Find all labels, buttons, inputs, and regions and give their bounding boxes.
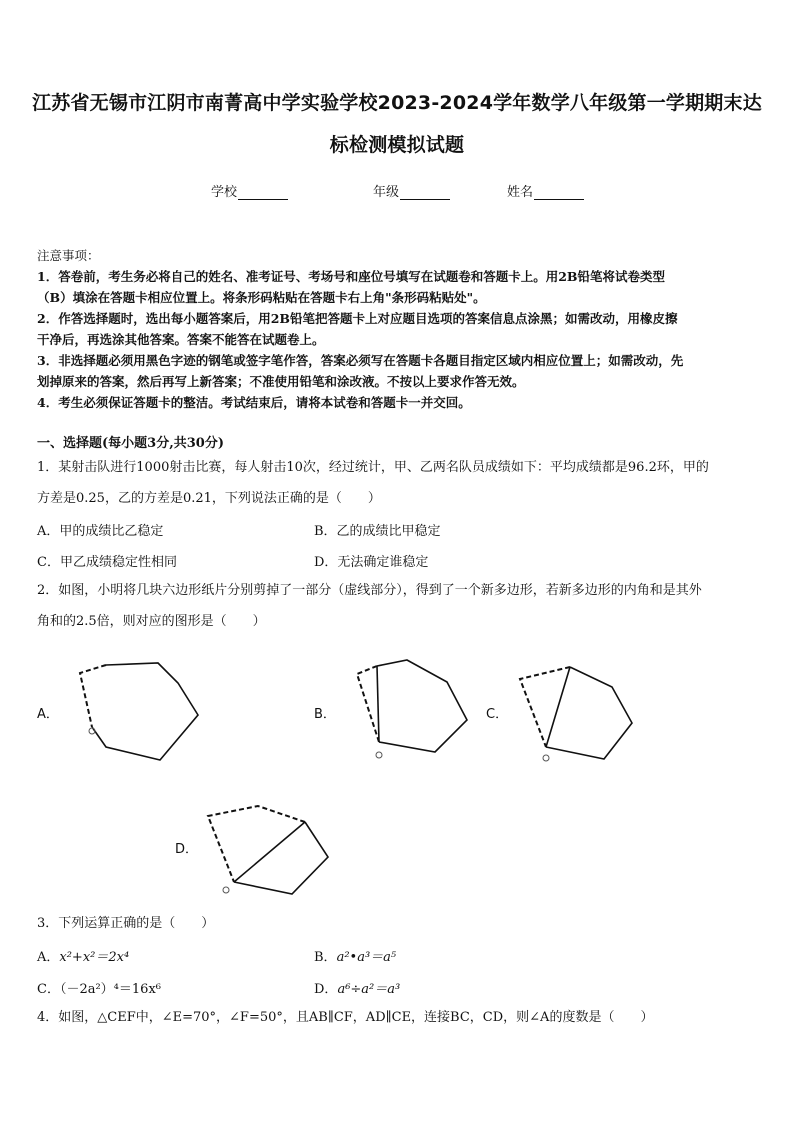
q2-stem xyxy=(37,575,759,637)
notes-line: 干净后，再选涂其他答案。答案不能答在试题卷上。 xyxy=(37,332,325,347)
q3-option-a-prefix: A． xyxy=(37,950,60,965)
grade-field xyxy=(373,181,450,200)
q1-line-1: 1．某射击队进行1000射击比赛，每人射击10次，经过统计，甲、乙两名队员成绩如下：平均成绩都是96.2环，甲的 xyxy=(37,460,709,475)
q2-label-d: D． xyxy=(175,842,199,857)
notes-line: 4．考生必须保证答题卡的整洁。考试结束后，请将本试卷和答题卡一并交回。 xyxy=(37,395,471,410)
q2-figure-c xyxy=(512,655,642,770)
q1-option-a: A．甲的成绩比乙稳定 xyxy=(37,524,164,539)
title-line-2: 标检测模拟试题 xyxy=(329,134,465,156)
q3-option-c-prefix: C． xyxy=(37,982,60,997)
q2-label-c: C． xyxy=(486,707,509,722)
grade-label: 年级 xyxy=(373,185,400,200)
q3-option-a-expr: x²+x²＝2x⁴ xyxy=(59,950,130,965)
notes-line: 划掉原来的答案，然后再写上新答案；不准使用铅笔和涂改液。不按以上要求作答无效。 xyxy=(37,374,525,389)
q1-line-2: 方差是0.25，乙的方差是0.21，下列说法正确的是（ ） xyxy=(37,491,381,506)
q3-option-b-expr: a²•a³＝a⁵ xyxy=(336,950,397,965)
q1-option-b: B．乙的成绩比甲稳定 xyxy=(314,524,441,539)
school-label: 学校 xyxy=(211,185,238,200)
q4-stem: 4．如图，△CEF中，∠E=70°，∠F=50°，且AB∥CF，AD∥CE，连接BC，CD，则∠A的度数是（ ） xyxy=(37,1010,654,1025)
notes-line: 3．非选择题必须用黑色字迹的钢笔或签字笔作答，答案必须写在答题卡各题目指定区域内相应位置上；如需改动，先 xyxy=(37,353,684,368)
q1-option-c: C．甲乙成绩稳定性相同 xyxy=(37,555,177,570)
q3-option-d xyxy=(314,978,400,997)
q3-option-d-expr: a⁶÷a²＝a³ xyxy=(337,982,401,997)
q2-label-b: B． xyxy=(314,707,336,722)
q3-option-b xyxy=(314,946,396,965)
q3-option-a xyxy=(37,946,129,965)
q2-line-1: 2．如图，小明将几块六边形纸片分别剪掉了一部分（虚线部分），得到了一个新多边形，若新多边形的内角和是其外 xyxy=(37,583,702,598)
q3-stem: 3．下列运算正确的是（ ） xyxy=(37,916,215,931)
grade-blank xyxy=(400,187,450,200)
q1-option-d: D．无法确定谁稳定 xyxy=(314,555,429,570)
notes-line: （B）填涂在答题卡相应位置上。将条形码粘贴在答题卡右上角"条形码粘贴处"。 xyxy=(37,290,486,305)
q3-option-c-expr: （－2a²）⁴＝16x⁶ xyxy=(59,982,161,997)
section-heading: 一、选择题(每小题3分,共30分) xyxy=(37,436,224,451)
school-blank xyxy=(238,187,288,200)
q3-option-c xyxy=(37,978,161,997)
name-field xyxy=(507,181,584,200)
q1-stem xyxy=(37,452,759,514)
notes-heading: 注意事项： xyxy=(37,248,100,263)
q2-label-a: A． xyxy=(37,707,59,722)
q3-option-b-prefix: B． xyxy=(314,950,337,965)
q3-option-d-prefix: D． xyxy=(314,982,338,997)
q2-line-2: 角和的2.5倍，则对应的图形是（ ） xyxy=(37,614,266,629)
title-line-1: 江苏省无锡市江阴市南菁高中学实验学校2023-2024学年数学八年级第一学期期末达 xyxy=(32,92,762,114)
name-label: 姓名 xyxy=(507,185,534,200)
q2-figure-b xyxy=(345,652,475,767)
notes-block xyxy=(37,245,759,413)
q2-figure-a xyxy=(70,655,210,770)
notes-line: 2．作答选择题时，选出每小题答案后，用2B铅笔把答题卡上对应题目选项的答案信息点涂黑；如需改动，用橡皮擦 xyxy=(37,311,678,326)
name-blank xyxy=(534,187,584,200)
school-field xyxy=(211,181,288,200)
notes-line: 1．答卷前，考生务必将自己的姓名、准考证号、考场号和座位号填写在试题卷和答题卡上。用2B铅笔将试卷类型 xyxy=(37,269,665,284)
q2-figure-d xyxy=(200,802,335,902)
